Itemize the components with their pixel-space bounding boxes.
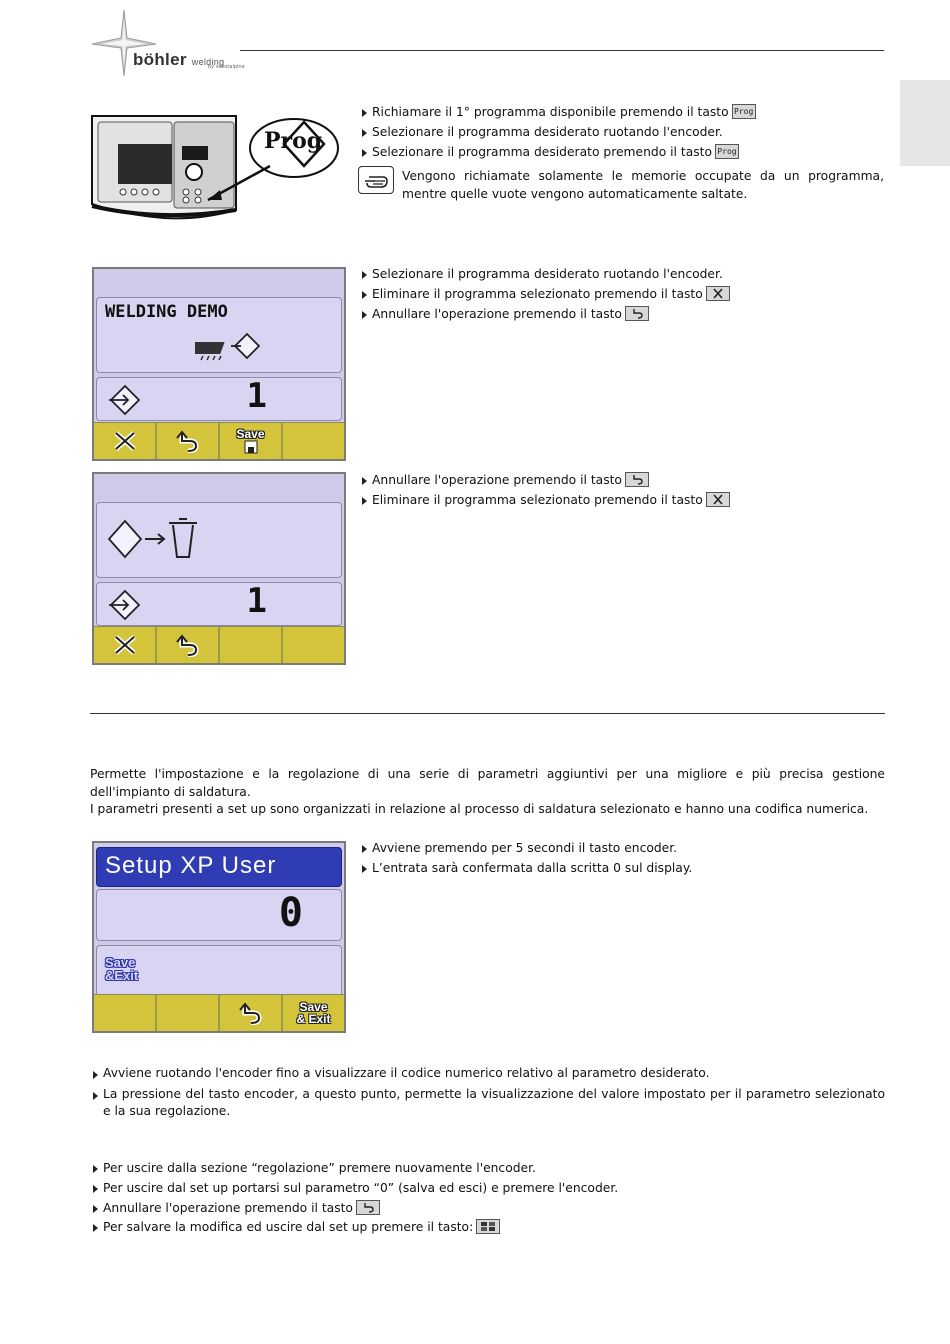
list-item (360, 123, 880, 143)
save-exit-softkey-line1: Save (299, 1000, 328, 1014)
lcd-display-program (92, 267, 346, 461)
empty-softkey[interactable] (283, 627, 344, 663)
chip-memory-icon (195, 330, 265, 362)
section-divider (90, 713, 885, 714)
undo-key-icon (356, 1200, 380, 1215)
save-exit-line1: Save (105, 955, 136, 970)
list-item (360, 305, 880, 325)
step-text: Richiamare il 1° programma disponibile premendo il tasto (372, 105, 729, 119)
empty-softkey[interactable] (94, 995, 157, 1031)
note-text: Vengono richiamate solamente le memorie occupate da un programma, mentre quelle vuote vengono automaticamente saltate. (402, 169, 884, 201)
softkey-bar (94, 626, 344, 663)
undo-arrow-icon (237, 1001, 265, 1025)
step-text: Annullare l'operazione premendo il tasto (372, 306, 622, 321)
delete-x-icon (112, 430, 138, 452)
step-text: Per salvare la modifica ed uscire dal set up premere il tasto: (103, 1220, 474, 1235)
undo-key-icon (625, 472, 649, 487)
list-item (360, 471, 880, 491)
setup-intro-1: Permette l'impostazione e la regolazione di una serie di parametri aggiuntivi per una migliore e più precisa gestione dell'impianto di saldatura. (90, 767, 885, 799)
empty-softkey[interactable] (157, 995, 220, 1031)
list-item (360, 103, 880, 123)
setup-save-exit-box (96, 945, 342, 997)
section1-steps (360, 103, 880, 162)
delete-softkey[interactable] (94, 423, 157, 459)
save-softkey[interactable] (220, 423, 283, 459)
step-text: Per uscire dal set up portarsi sul parametro “0” (salva ed esci) e premere l'encoder. (103, 1180, 619, 1195)
step-text: Selezionare il programma desiderato ruotando l'encoder. (372, 267, 723, 281)
lcd-number-box (96, 377, 342, 421)
lcd-display-delete (92, 472, 346, 665)
list-item (360, 491, 880, 511)
list-item (91, 1086, 885, 1121)
save-exit-softkey[interactable] (283, 995, 344, 1031)
setup-entry-steps (360, 839, 880, 879)
lcd-delete-box (96, 502, 342, 578)
undo-arrow-icon (174, 633, 202, 657)
delete-x-icon (112, 634, 138, 656)
empty-softkey[interactable] (283, 423, 344, 459)
undo-softkey[interactable] (157, 627, 220, 663)
step-text: Per uscire dalla sezione “regolazione” premere nuovamente l'encoder. (103, 1161, 536, 1175)
save-exit-line2: &Exit (105, 968, 139, 983)
undo-softkey[interactable] (157, 423, 220, 459)
setup-value: 0 (278, 890, 303, 936)
step-text: Annullare l'operazione premendo il tasto (103, 1200, 353, 1215)
step-text: Selezionare il programma desiderato ruotando l'encoder. (372, 124, 723, 139)
setup-exit-steps (91, 1159, 885, 1238)
pointing-hand-note-icon (358, 166, 394, 194)
step-text: Avviene ruotando l'encoder fino a visualizzare il codice numerico relativo al parametro desiderato. (103, 1066, 710, 1080)
delete-softkey[interactable] (94, 627, 157, 663)
setup-select-steps (91, 1065, 885, 1121)
setup-value-box (96, 889, 342, 941)
header-rule (240, 50, 884, 51)
list-item (360, 143, 880, 163)
list-item (360, 285, 880, 305)
program-to-trash-icon (105, 513, 205, 565)
step-text: Annullare l'operazione premendo il tasto (372, 473, 622, 487)
softkey-bar (94, 422, 344, 459)
floppy-disk-icon (244, 440, 258, 454)
step-text: Eliminare il programma selezionato premendo il tasto (372, 492, 703, 507)
step-text: Eliminare il programma selezionato premendo il tasto (372, 286, 703, 301)
setup-title-bar (96, 847, 342, 887)
setup-title: Setup XP User (105, 852, 277, 879)
step-text: Avviene premendo per 5 secondi il tasto encoder. (372, 841, 678, 855)
save-softkey-label: Save (236, 427, 265, 441)
brand-main: böhler (133, 50, 187, 69)
side-tab (900, 80, 950, 166)
save-exit-key-icon (476, 1219, 500, 1234)
list-item (91, 1159, 885, 1179)
program-number: 1 (246, 581, 267, 621)
delete-key-icon (706, 286, 730, 301)
list-item (360, 859, 880, 879)
prog-key-icon: Prog (715, 144, 739, 159)
step-text: L’entrata sarà confermata dalla scritta 0 sul display. (372, 860, 693, 875)
program-load-icon (107, 589, 143, 621)
list-item (91, 1179, 885, 1199)
lcd-number-box (96, 582, 342, 626)
save-exit-softkey-line2: & Exit (296, 1012, 331, 1026)
setup-intro-2: I parametri presenti a set up sono organizzati in relazione al processo di saldatura selezionato e hanno una codifica numerica. (90, 802, 869, 816)
section2-steps (360, 265, 880, 324)
section3-steps (360, 471, 880, 511)
step-text: La pressione del tasto encoder, a questo punto, permette la visualizzazione del valore impostato per il parametro selezionato e la sua regolazione. (103, 1086, 885, 1118)
delete-key-icon (706, 492, 730, 507)
prog-key-icon: Prog (732, 104, 756, 119)
list-item (360, 839, 880, 859)
list-item (91, 1065, 885, 1083)
undo-key-icon (625, 306, 649, 321)
list-item (91, 1218, 885, 1238)
undo-arrow-icon (174, 429, 202, 453)
save-exit-label (105, 956, 138, 982)
program-number: 1 (246, 376, 267, 416)
program-load-icon (107, 384, 143, 416)
list-item (91, 1199, 885, 1219)
undo-softkey[interactable] (220, 995, 283, 1031)
softkey-bar (94, 994, 344, 1031)
lcd-title: WELDING DEMO (105, 302, 228, 322)
brand-tagline: by voestalpine (208, 64, 245, 70)
step-text: Selezionare il programma desiderato premendo il tasto (372, 144, 712, 159)
lcd-display-setup (92, 841, 346, 1033)
lcd-title-box (96, 297, 342, 373)
brand-sub: welding (191, 57, 225, 67)
list-item (360, 265, 880, 285)
empty-softkey[interactable] (220, 627, 283, 663)
prog-callout-label: Prog (264, 128, 323, 154)
